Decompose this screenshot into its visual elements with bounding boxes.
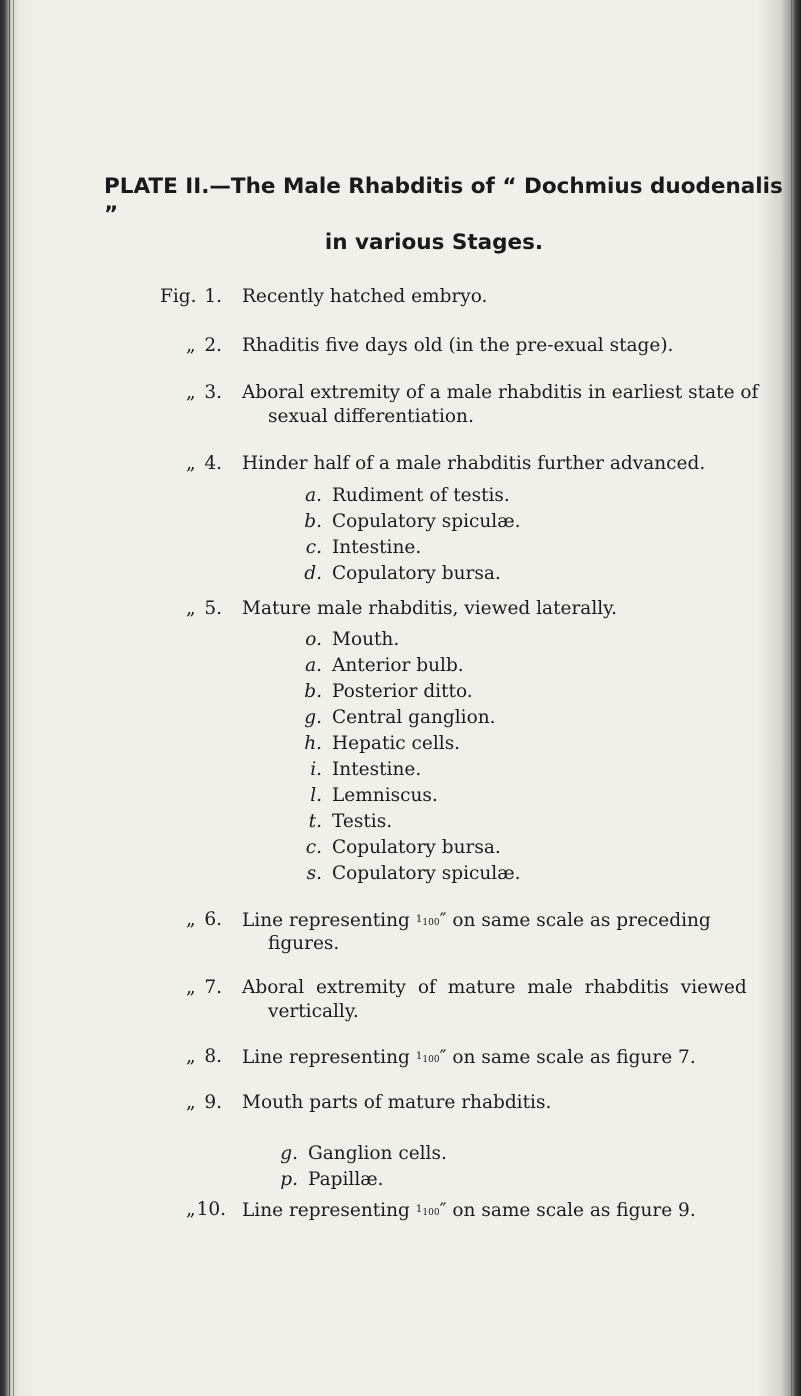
figure-description <box>242 1197 782 1226</box>
book-binding-left <box>0 0 38 1396</box>
legend-text: Copulatory spiculæ. <box>332 511 521 532</box>
figure-number: 2. <box>204 335 222 356</box>
figure-description: Hinder half of a male rhabditis further advanced. <box>242 453 706 474</box>
figure-description-continued: vertically. <box>268 1001 359 1022</box>
figure-number: 8. <box>204 1046 222 1067</box>
legend-text: Mouth. <box>332 629 400 650</box>
legend-letter: l. <box>310 785 322 806</box>
figure-description: Mature male rhabditis, viewed laterally. <box>242 598 618 619</box>
legend-letter: h. <box>304 733 322 754</box>
figure-number: 6. <box>204 909 222 930</box>
legend-text: Anterior bulb. <box>332 655 464 676</box>
legend-letter: o. <box>305 629 322 650</box>
legend-letter: i. <box>310 759 322 780</box>
figure-description-continued: figures. <box>268 933 340 954</box>
description-text: Line representing <box>242 1200 410 1221</box>
fraction-denominator: 100 <box>422 1055 440 1065</box>
figure-number: 5. <box>204 598 222 619</box>
fraction-denominator: 100 <box>422 1208 440 1218</box>
legend-letter: g. <box>304 707 322 728</box>
description-text: on same scale as preceding <box>452 910 711 931</box>
legend-letter: p. <box>280 1169 298 1190</box>
legend-letter: s. <box>306 863 322 884</box>
fraction <box>415 1203 440 1218</box>
inch-mark: ″ <box>439 1047 447 1068</box>
legend-text: Posterior ditto. <box>332 681 473 702</box>
figure-description: Mouth parts of mature rhabditis. <box>242 1092 552 1113</box>
legend-text: Ganglion cells. <box>308 1143 447 1164</box>
legend-letter: t. <box>308 811 322 832</box>
figure-number: 1. <box>204 286 222 307</box>
description-text: Line representing <box>242 1047 410 1068</box>
figure-description: Recently hatched embryo. <box>242 286 488 307</box>
figure-prefix: „ <box>186 598 196 619</box>
legend-text: Copulatory bursa. <box>332 837 501 858</box>
fraction-numerator: 1 <box>415 1203 423 1215</box>
legend-letter: c. <box>305 537 322 558</box>
legend-letter: c. <box>305 837 322 858</box>
plate-title-line-1: PLATE II.—The Male Rhabditis of “ Dochmius duodenalis ” <box>104 174 783 227</box>
figure-number: 4. <box>204 453 222 474</box>
legend-letter: a. <box>305 485 322 506</box>
figure-prefix: „ <box>186 335 196 356</box>
figure-prefix: „ <box>186 382 196 403</box>
fraction <box>415 913 440 928</box>
fraction <box>415 1050 440 1065</box>
legend-letter: b. <box>304 511 322 532</box>
figure-prefix: „ <box>186 1092 196 1113</box>
legend-text: Central ganglion. <box>332 707 496 728</box>
description-text: Line representing <box>242 910 410 931</box>
figure-description <box>242 1044 782 1073</box>
figure-prefix: „ <box>186 1199 196 1220</box>
fraction-denominator: 100 <box>422 918 440 928</box>
figure-prefix: „ <box>186 453 196 474</box>
fraction-numerator: 1 <box>415 913 423 925</box>
legend-text: Rudiment of testis. <box>332 485 510 506</box>
figure-description-continued: sexual differentiation. <box>268 406 474 427</box>
figure-prefix: „ <box>186 909 196 930</box>
figure-number: 9. <box>204 1092 222 1113</box>
legend-text: Lemniscus. <box>332 785 438 806</box>
figure-description: Aboral extremity of mature male rhabditis viewed <box>242 977 747 998</box>
legend-text: Intestine. <box>332 537 422 558</box>
figure-number: 7. <box>204 977 222 998</box>
description-text: on same scale as figure 7. <box>452 1047 696 1068</box>
legend-text: Testis. <box>332 811 393 832</box>
plate-title <box>104 173 784 257</box>
legend-text: Papillæ. <box>308 1169 384 1190</box>
legend-letter: b. <box>304 681 322 702</box>
figure-prefix: „ <box>186 977 196 998</box>
figure-prefix: Fig. <box>160 286 197 307</box>
legend-text: Copulatory spiculæ. <box>332 863 521 884</box>
legend-letter: g. <box>280 1143 298 1164</box>
description-text: on same scale as figure 9. <box>452 1200 696 1221</box>
legend-text: Copulatory bursa. <box>332 563 501 584</box>
figure-number: 3. <box>204 382 222 403</box>
legend-letter: a. <box>305 655 322 676</box>
inch-mark: ″ <box>439 1200 447 1221</box>
figure-number: 10. <box>196 1199 226 1220</box>
legend-text: Intestine. <box>332 759 422 780</box>
legend-text: Hepatic cells. <box>332 733 461 754</box>
figure-prefix: „ <box>186 1046 196 1067</box>
fraction-numerator: 1 <box>415 1050 423 1062</box>
plate-title-line-2: in various Stages. <box>324 230 544 255</box>
figure-description: Aboral extremity of a male rhabditis in earliest state of <box>242 382 759 403</box>
legend-letter: d. <box>304 563 322 584</box>
inch-mark: ″ <box>439 910 447 931</box>
figure-description: Rhaditis five days old (in the pre-exual stage). <box>242 335 674 356</box>
